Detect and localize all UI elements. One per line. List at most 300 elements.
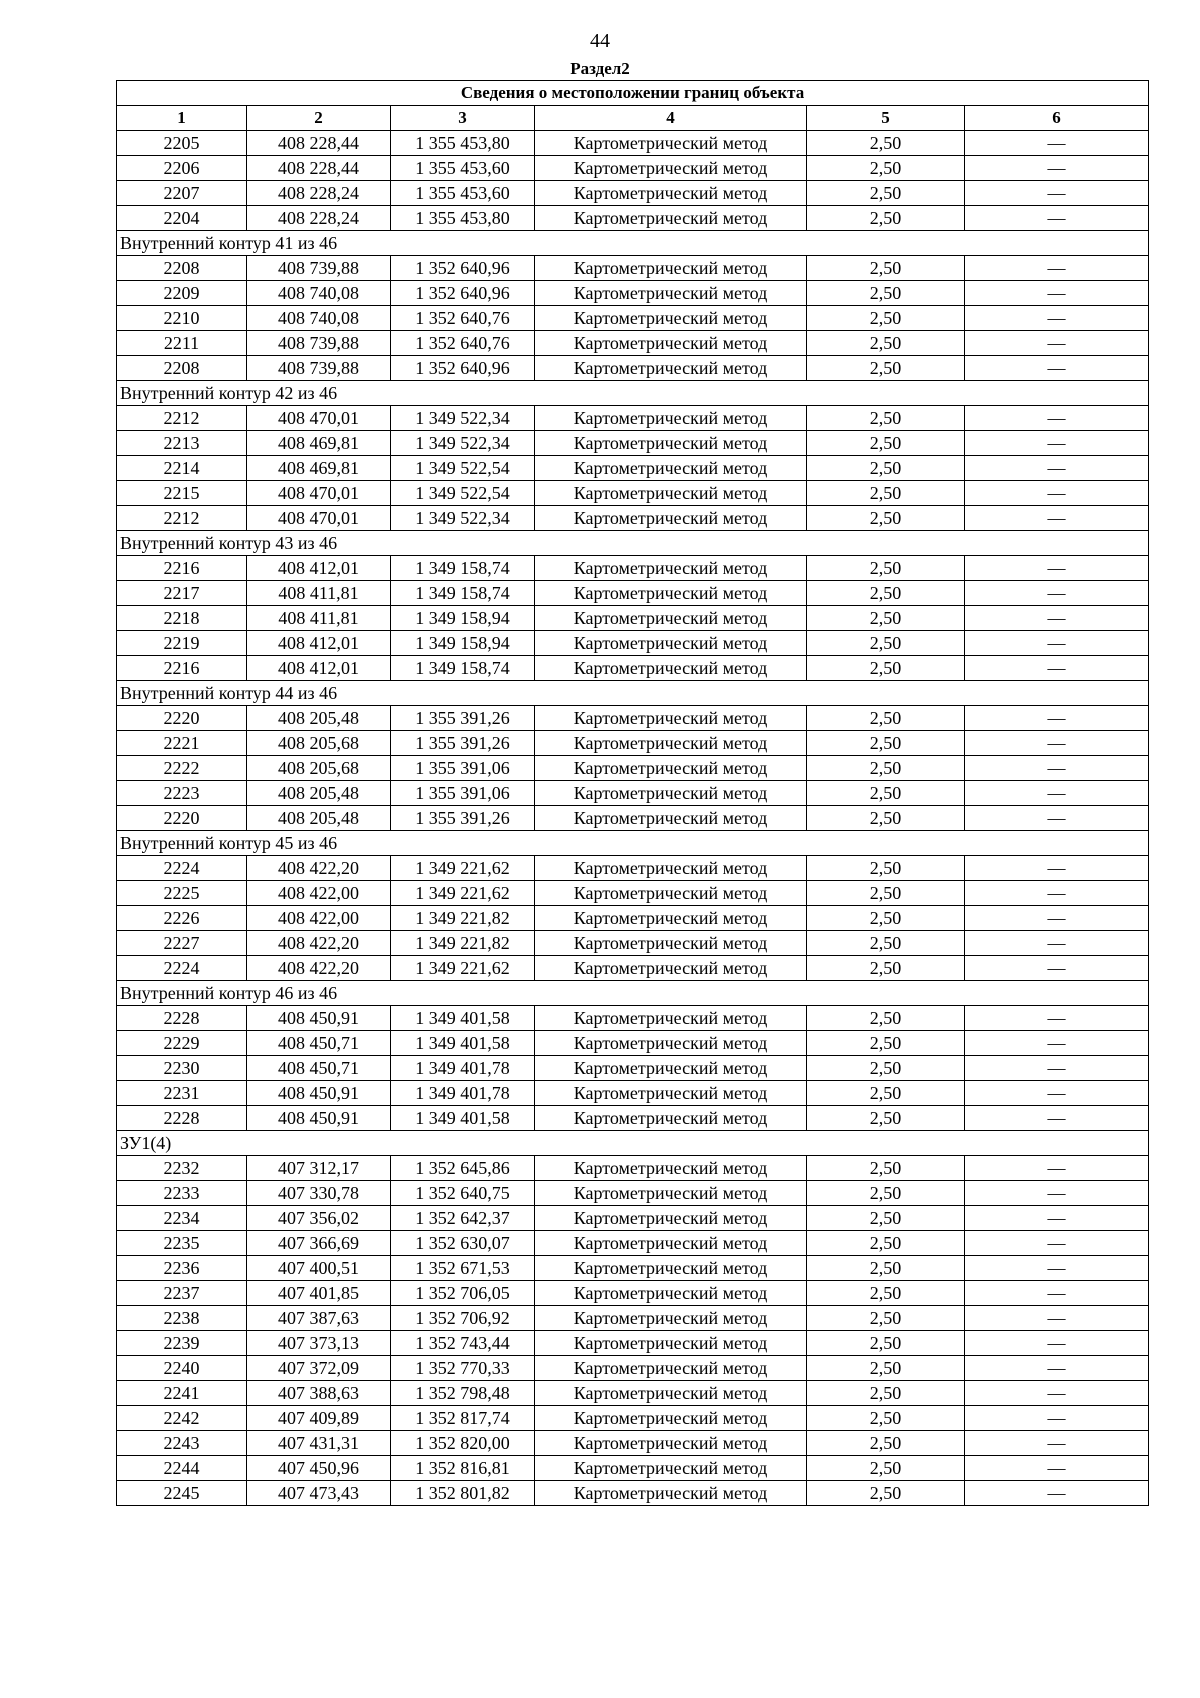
accuracy-cell: 2,50 — [807, 1431, 965, 1456]
accuracy-cell: 2,50 — [807, 256, 965, 281]
column-header-2: 2 — [247, 106, 391, 131]
method-cell: Картометрический метод — [535, 456, 807, 481]
method-cell: Картометрический метод — [535, 431, 807, 456]
point-number-cell: 2216 — [117, 656, 247, 681]
x-coordinate-cell: 408 205,48 — [247, 781, 391, 806]
method-cell: Картометрический метод — [535, 581, 807, 606]
method-cell: Картометрический метод — [535, 631, 807, 656]
accuracy-cell: 2,50 — [807, 181, 965, 206]
description-cell: — — [965, 856, 1149, 881]
group-label: Внутренний контур 45 из 46 — [117, 831, 1149, 856]
accuracy-cell: 2,50 — [807, 506, 965, 531]
y-coordinate-cell: 1 349 158,74 — [391, 556, 535, 581]
point-number-cell: 2212 — [117, 406, 247, 431]
y-coordinate-cell: 1 349 158,94 — [391, 606, 535, 631]
point-number-cell: 2219 — [117, 631, 247, 656]
method-cell: Картометрический метод — [535, 606, 807, 631]
y-coordinate-cell: 1 349 158,74 — [391, 656, 535, 681]
description-cell: — — [965, 1106, 1149, 1131]
method-cell: Картометрический метод — [535, 356, 807, 381]
group-label: Внутренний контур 41 из 46 — [117, 231, 1149, 256]
x-coordinate-cell: 407 356,02 — [247, 1206, 391, 1231]
group-row — [117, 1131, 1149, 1156]
y-coordinate-cell: 1 352 706,92 — [391, 1306, 535, 1331]
table-row — [117, 281, 1149, 306]
point-number-cell: 2223 — [117, 781, 247, 806]
y-coordinate-cell: 1 349 221,62 — [391, 856, 535, 881]
method-cell: Картометрический метод — [535, 206, 807, 231]
y-coordinate-cell: 1 352 671,53 — [391, 1256, 535, 1281]
x-coordinate-cell: 408 422,00 — [247, 881, 391, 906]
y-coordinate-cell: 1 349 401,58 — [391, 1031, 535, 1056]
group-row — [117, 681, 1149, 706]
table-row — [117, 1206, 1149, 1231]
table-row — [117, 1181, 1149, 1206]
y-coordinate-cell: 1 352 640,76 — [391, 306, 535, 331]
description-cell: — — [965, 331, 1149, 356]
description-cell: — — [965, 1256, 1149, 1281]
table-row — [117, 456, 1149, 481]
y-coordinate-cell: 1 355 453,80 — [391, 206, 535, 231]
y-coordinate-cell: 1 349 401,58 — [391, 1106, 535, 1131]
method-cell: Картометрический метод — [535, 331, 807, 356]
table-row — [117, 1256, 1149, 1281]
y-coordinate-cell: 1 355 391,26 — [391, 731, 535, 756]
table-caption-row — [117, 81, 1149, 106]
table-row — [117, 506, 1149, 531]
description-cell: — — [965, 806, 1149, 831]
table-row — [117, 1031, 1149, 1056]
point-number-cell: 2229 — [117, 1031, 247, 1056]
method-cell: Картометрический метод — [535, 1006, 807, 1031]
x-coordinate-cell: 408 228,24 — [247, 181, 391, 206]
point-number-cell: 2245 — [117, 1481, 247, 1506]
method-cell: Картометрический метод — [535, 1256, 807, 1281]
x-coordinate-cell: 408 450,71 — [247, 1056, 391, 1081]
y-coordinate-cell: 1 352 798,48 — [391, 1381, 535, 1406]
table-row — [117, 656, 1149, 681]
section-title: Раздел2 — [570, 59, 630, 78]
method-cell: Картометрический метод — [535, 481, 807, 506]
description-cell: — — [965, 906, 1149, 931]
accuracy-cell: 2,50 — [807, 631, 965, 656]
table-row — [117, 1006, 1149, 1031]
accuracy-cell: 2,50 — [807, 156, 965, 181]
x-coordinate-cell: 408 470,01 — [247, 481, 391, 506]
method-cell: Картометрический метод — [535, 1281, 807, 1306]
method-cell: Картометрический метод — [535, 1081, 807, 1106]
description-cell: — — [965, 131, 1149, 156]
accuracy-cell: 2,50 — [807, 1106, 965, 1131]
method-cell: Картометрический метод — [535, 1331, 807, 1356]
accuracy-cell: 2,50 — [807, 1006, 965, 1031]
group-label: Внутренний контур 46 из 46 — [117, 981, 1149, 1006]
method-cell: Картометрический метод — [535, 1031, 807, 1056]
table-row — [117, 731, 1149, 756]
description-cell: — — [965, 506, 1149, 531]
y-coordinate-cell: 1 349 158,94 — [391, 631, 535, 656]
description-cell: — — [965, 456, 1149, 481]
table-row — [117, 1156, 1149, 1181]
point-number-cell: 2222 — [117, 756, 247, 781]
point-number-cell: 2220 — [117, 806, 247, 831]
table-row — [117, 181, 1149, 206]
point-number-cell: 2224 — [117, 956, 247, 981]
description-cell: — — [965, 1031, 1149, 1056]
y-coordinate-cell: 1 352 640,96 — [391, 256, 535, 281]
description-cell: — — [965, 931, 1149, 956]
method-cell: Картометрический метод — [535, 1231, 807, 1256]
accuracy-cell: 2,50 — [807, 1206, 965, 1231]
accuracy-cell: 2,50 — [807, 1381, 965, 1406]
method-cell: Картометрический метод — [535, 781, 807, 806]
x-coordinate-cell: 407 450,96 — [247, 1456, 391, 1481]
point-number-cell: 2236 — [117, 1256, 247, 1281]
method-cell: Картометрический метод — [535, 1306, 807, 1331]
description-cell: — — [965, 1306, 1149, 1331]
point-number-cell: 2241 — [117, 1381, 247, 1406]
point-number-cell: 2208 — [117, 256, 247, 281]
accuracy-cell: 2,50 — [807, 1031, 965, 1056]
accuracy-cell: 2,50 — [807, 1156, 965, 1181]
point-number-cell: 2240 — [117, 1356, 247, 1381]
accuracy-cell: 2,50 — [807, 1231, 965, 1256]
description-cell: — — [965, 556, 1149, 581]
accuracy-cell: 2,50 — [807, 756, 965, 781]
page-number: 44 — [590, 30, 610, 52]
point-number-cell: 2228 — [117, 1106, 247, 1131]
y-coordinate-cell: 1 355 453,80 — [391, 131, 535, 156]
description-cell: — — [965, 956, 1149, 981]
point-number-cell: 2231 — [117, 1081, 247, 1106]
table-row — [117, 406, 1149, 431]
method-cell: Картометрический метод — [535, 1056, 807, 1081]
point-number-cell: 2228 — [117, 1006, 247, 1031]
method-cell: Картометрический метод — [535, 1206, 807, 1231]
x-coordinate-cell: 408 739,88 — [247, 356, 391, 381]
x-coordinate-cell: 408 470,01 — [247, 506, 391, 531]
method-cell: Картометрический метод — [535, 731, 807, 756]
method-cell: Картометрический метод — [535, 131, 807, 156]
y-coordinate-cell: 1 352 706,05 — [391, 1281, 535, 1306]
method-cell: Картометрический метод — [535, 656, 807, 681]
x-coordinate-cell: 408 450,91 — [247, 1081, 391, 1106]
x-coordinate-cell: 407 373,13 — [247, 1331, 391, 1356]
x-coordinate-cell: 408 469,81 — [247, 431, 391, 456]
accuracy-cell: 2,50 — [807, 606, 965, 631]
method-cell: Картометрический метод — [535, 931, 807, 956]
x-coordinate-cell: 407 372,09 — [247, 1356, 391, 1381]
x-coordinate-cell: 407 409,89 — [247, 1406, 391, 1431]
x-coordinate-cell: 408 205,48 — [247, 706, 391, 731]
point-number-cell: 2220 — [117, 706, 247, 731]
description-cell: — — [965, 1281, 1149, 1306]
description-cell: — — [965, 1431, 1149, 1456]
y-coordinate-cell: 1 349 522,34 — [391, 431, 535, 456]
x-coordinate-cell: 408 412,01 — [247, 656, 391, 681]
table-row — [117, 581, 1149, 606]
description-cell: — — [965, 756, 1149, 781]
table-body — [117, 131, 1149, 1506]
y-coordinate-cell: 1 349 221,82 — [391, 931, 535, 956]
y-coordinate-cell: 1 352 630,07 — [391, 1231, 535, 1256]
method-cell: Картометрический метод — [535, 756, 807, 781]
accuracy-cell: 2,50 — [807, 281, 965, 306]
point-number-cell: 2233 — [117, 1181, 247, 1206]
y-coordinate-cell: 1 349 522,54 — [391, 481, 535, 506]
y-coordinate-cell: 1 352 820,00 — [391, 1431, 535, 1456]
point-number-cell: 2243 — [117, 1431, 247, 1456]
y-coordinate-cell: 1 355 391,26 — [391, 706, 535, 731]
y-coordinate-cell: 1 352 801,82 — [391, 1481, 535, 1506]
x-coordinate-cell: 408 412,01 — [247, 631, 391, 656]
accuracy-cell: 2,50 — [807, 1331, 965, 1356]
method-cell: Картометрический метод — [535, 806, 807, 831]
method-cell: Картометрический метод — [535, 306, 807, 331]
method-cell: Картометрический метод — [535, 256, 807, 281]
accuracy-cell: 2,50 — [807, 1181, 965, 1206]
accuracy-cell: 2,50 — [807, 1256, 965, 1281]
method-cell: Картометрический метод — [535, 1431, 807, 1456]
point-number-cell: 2204 — [117, 206, 247, 231]
table-row — [117, 1456, 1149, 1481]
point-number-cell: 2207 — [117, 181, 247, 206]
group-label: Внутренний контур 44 из 46 — [117, 681, 1149, 706]
x-coordinate-cell: 407 473,43 — [247, 1481, 391, 1506]
method-cell: Картометрический метод — [535, 1481, 807, 1506]
x-coordinate-cell: 407 388,63 — [247, 1381, 391, 1406]
point-number-cell: 2224 — [117, 856, 247, 881]
method-cell: Картометрический метод — [535, 1356, 807, 1381]
table-row — [117, 856, 1149, 881]
description-cell: — — [965, 1156, 1149, 1181]
accuracy-cell: 2,50 — [807, 581, 965, 606]
table-row — [117, 1481, 1149, 1506]
accuracy-cell: 2,50 — [807, 206, 965, 231]
point-number-cell: 2218 — [117, 606, 247, 631]
accuracy-cell: 2,50 — [807, 731, 965, 756]
x-coordinate-cell: 408 469,81 — [247, 456, 391, 481]
group-row — [117, 531, 1149, 556]
x-coordinate-cell: 408 422,20 — [247, 856, 391, 881]
y-coordinate-cell: 1 349 401,58 — [391, 1006, 535, 1031]
description-cell: — — [965, 306, 1149, 331]
table-row — [117, 606, 1149, 631]
method-cell: Картометрический метод — [535, 1156, 807, 1181]
table-row — [117, 906, 1149, 931]
table-header-row — [117, 106, 1149, 131]
accuracy-cell: 2,50 — [807, 456, 965, 481]
point-number-cell: 2232 — [117, 1156, 247, 1181]
accuracy-cell: 2,50 — [807, 306, 965, 331]
column-header-6: 6 — [965, 106, 1149, 131]
point-number-cell: 2226 — [117, 906, 247, 931]
description-cell: — — [965, 1456, 1149, 1481]
x-coordinate-cell: 408 470,01 — [247, 406, 391, 431]
accuracy-cell: 2,50 — [807, 1081, 965, 1106]
accuracy-cell: 2,50 — [807, 131, 965, 156]
y-coordinate-cell: 1 349 221,62 — [391, 956, 535, 981]
x-coordinate-cell: 407 387,63 — [247, 1306, 391, 1331]
table-row — [117, 131, 1149, 156]
description-cell: — — [965, 156, 1149, 181]
accuracy-cell: 2,50 — [807, 956, 965, 981]
point-number-cell: 2215 — [117, 481, 247, 506]
boundary-table — [116, 80, 1149, 1506]
point-number-cell: 2235 — [117, 1231, 247, 1256]
table-row — [117, 1306, 1149, 1331]
description-cell: — — [965, 356, 1149, 381]
point-number-cell: 2239 — [117, 1331, 247, 1356]
point-number-cell: 2221 — [117, 731, 247, 756]
x-coordinate-cell: 407 330,78 — [247, 1181, 391, 1206]
method-cell: Картометрический метод — [535, 281, 807, 306]
table-row — [117, 306, 1149, 331]
accuracy-cell: 2,50 — [807, 706, 965, 731]
description-cell: — — [965, 1356, 1149, 1381]
description-cell: — — [965, 406, 1149, 431]
y-coordinate-cell: 1 352 640,96 — [391, 281, 535, 306]
description-cell: — — [965, 1181, 1149, 1206]
table-row — [117, 481, 1149, 506]
point-number-cell: 2212 — [117, 506, 247, 531]
point-number-cell: 2238 — [117, 1306, 247, 1331]
method-cell: Картометрический метод — [535, 856, 807, 881]
point-number-cell: 2244 — [117, 1456, 247, 1481]
column-header-5: 5 — [807, 106, 965, 131]
table-row — [117, 931, 1149, 956]
table-row — [117, 1406, 1149, 1431]
y-coordinate-cell: 1 352 640,96 — [391, 356, 535, 381]
x-coordinate-cell: 408 412,01 — [247, 556, 391, 581]
column-header-3: 3 — [391, 106, 535, 131]
accuracy-cell: 2,50 — [807, 431, 965, 456]
description-cell: — — [965, 1331, 1149, 1356]
y-coordinate-cell: 1 355 391,06 — [391, 756, 535, 781]
point-number-cell: 2211 — [117, 331, 247, 356]
table-row — [117, 1381, 1149, 1406]
y-coordinate-cell: 1 349 522,34 — [391, 506, 535, 531]
point-number-cell: 2205 — [117, 131, 247, 156]
y-coordinate-cell: 1 352 645,86 — [391, 1156, 535, 1181]
accuracy-cell: 2,50 — [807, 1356, 965, 1381]
x-coordinate-cell: 408 228,44 — [247, 156, 391, 181]
description-cell: — — [965, 731, 1149, 756]
x-coordinate-cell: 408 739,88 — [247, 331, 391, 356]
x-coordinate-cell: 408 411,81 — [247, 606, 391, 631]
x-coordinate-cell: 408 205,68 — [247, 731, 391, 756]
description-cell: — — [965, 581, 1149, 606]
y-coordinate-cell: 1 355 453,60 — [391, 156, 535, 181]
table-row — [117, 881, 1149, 906]
description-cell: — — [965, 881, 1149, 906]
x-coordinate-cell: 408 205,68 — [247, 756, 391, 781]
description-cell: — — [965, 1081, 1149, 1106]
x-coordinate-cell: 408 411,81 — [247, 581, 391, 606]
x-coordinate-cell: 408 422,20 — [247, 931, 391, 956]
description-cell: — — [965, 706, 1149, 731]
table-row — [117, 1356, 1149, 1381]
table-row — [117, 631, 1149, 656]
point-number-cell: 2208 — [117, 356, 247, 381]
accuracy-cell: 2,50 — [807, 481, 965, 506]
accuracy-cell: 2,50 — [807, 1306, 965, 1331]
x-coordinate-cell: 408 228,44 — [247, 131, 391, 156]
description-cell: — — [965, 631, 1149, 656]
x-coordinate-cell: 408 228,24 — [247, 206, 391, 231]
accuracy-cell: 2,50 — [807, 356, 965, 381]
point-number-cell: 2206 — [117, 156, 247, 181]
description-cell: — — [965, 1406, 1149, 1431]
x-coordinate-cell: 408 739,88 — [247, 256, 391, 281]
x-coordinate-cell: 408 205,48 — [247, 806, 391, 831]
column-header-4: 4 — [535, 106, 807, 131]
x-coordinate-cell: 407 431,31 — [247, 1431, 391, 1456]
y-coordinate-cell: 1 349 401,78 — [391, 1056, 535, 1081]
group-row — [117, 231, 1149, 256]
method-cell: Картометрический метод — [535, 956, 807, 981]
y-coordinate-cell: 1 352 640,75 — [391, 1181, 535, 1206]
description-cell: — — [965, 256, 1149, 281]
table-row — [117, 1281, 1149, 1306]
point-number-cell: 2242 — [117, 1406, 247, 1431]
accuracy-cell: 2,50 — [807, 331, 965, 356]
method-cell: Картометрический метод — [535, 156, 807, 181]
y-coordinate-cell: 1 349 522,34 — [391, 406, 535, 431]
table-row — [117, 356, 1149, 381]
method-cell: Картометрический метод — [535, 1106, 807, 1131]
y-coordinate-cell: 1 349 221,82 — [391, 906, 535, 931]
y-coordinate-cell: 1 355 453,60 — [391, 181, 535, 206]
accuracy-cell: 2,50 — [807, 1406, 965, 1431]
table-row — [117, 156, 1149, 181]
description-cell: — — [965, 1206, 1149, 1231]
point-number-cell: 2237 — [117, 1281, 247, 1306]
description-cell: — — [965, 1006, 1149, 1031]
point-number-cell: 2225 — [117, 881, 247, 906]
y-coordinate-cell: 1 352 642,37 — [391, 1206, 535, 1231]
method-cell: Картометрический метод — [535, 556, 807, 581]
y-coordinate-cell: 1 349 522,54 — [391, 456, 535, 481]
accuracy-cell: 2,50 — [807, 931, 965, 956]
description-cell: — — [965, 1481, 1149, 1506]
method-cell: Картометрический метод — [535, 1406, 807, 1431]
description-cell: — — [965, 206, 1149, 231]
y-coordinate-cell: 1 352 640,76 — [391, 331, 535, 356]
table-row — [117, 781, 1149, 806]
method-cell: Картометрический метод — [535, 1181, 807, 1206]
x-coordinate-cell: 407 400,51 — [247, 1256, 391, 1281]
group-row — [117, 981, 1149, 1006]
y-coordinate-cell: 1 349 221,62 — [391, 881, 535, 906]
table-row — [117, 1431, 1149, 1456]
table-row — [117, 1106, 1149, 1131]
y-coordinate-cell: 1 352 816,81 — [391, 1456, 535, 1481]
y-coordinate-cell: 1 349 401,78 — [391, 1081, 535, 1106]
table-row — [117, 706, 1149, 731]
y-coordinate-cell: 1 352 743,44 — [391, 1331, 535, 1356]
group-label: Внутренний контур 43 из 46 — [117, 531, 1149, 556]
accuracy-cell: 2,50 — [807, 806, 965, 831]
description-cell: — — [965, 281, 1149, 306]
x-coordinate-cell: 408 422,20 — [247, 956, 391, 981]
description-cell: — — [965, 1056, 1149, 1081]
group-row — [117, 831, 1149, 856]
table-row — [117, 431, 1149, 456]
method-cell: Картометрический метод — [535, 506, 807, 531]
description-cell: — — [965, 481, 1149, 506]
table-row — [117, 206, 1149, 231]
